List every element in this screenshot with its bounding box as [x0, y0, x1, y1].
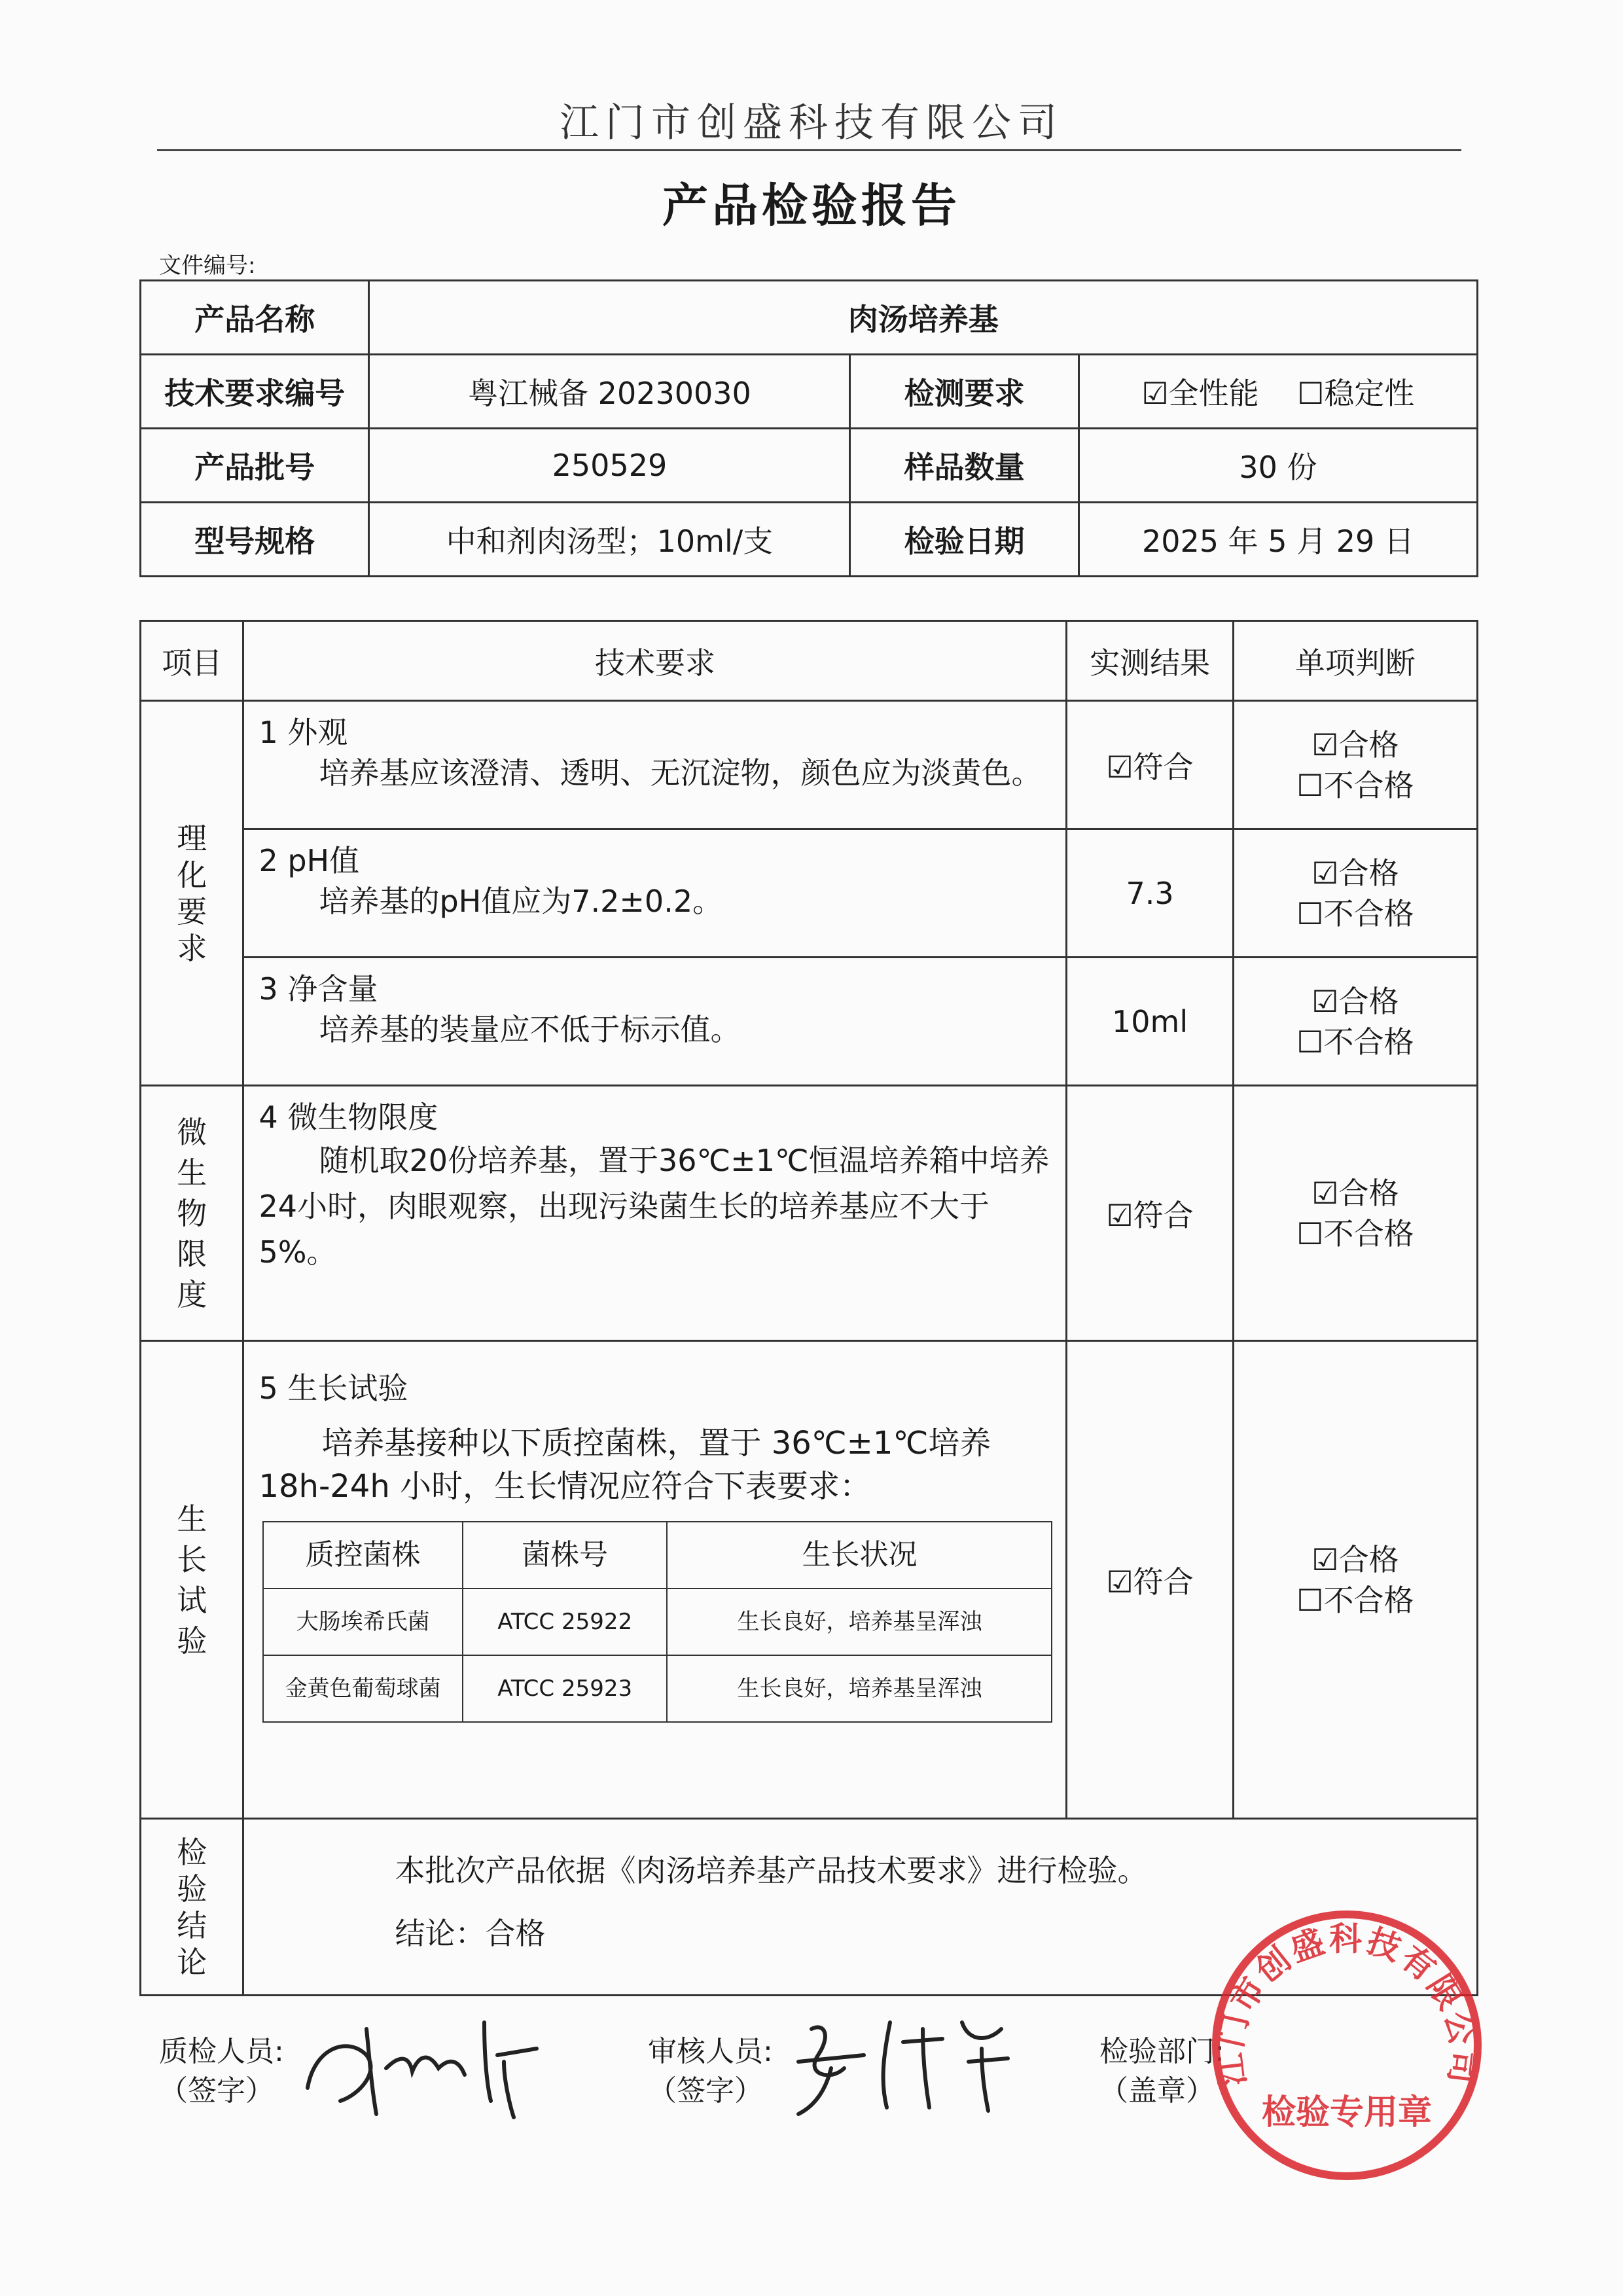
header-item: 项目 — [141, 621, 243, 701]
category-physchem: 理化要求 — [141, 701, 243, 1086]
header-result: 实测结果 — [1067, 621, 1233, 701]
batch-label: 产品批号 — [141, 429, 369, 503]
header-divider — [157, 149, 1461, 151]
date-value: 2025 年 5 月 29 日 — [1079, 503, 1477, 577]
option-stable-unchecked: ☐稳定性 — [1297, 376, 1415, 411]
judge-appearance: ☑合格 ☐不合格 — [1233, 701, 1477, 829]
category-conclusion: 检验结论 — [141, 1819, 243, 1996]
model-label: 型号规格 — [141, 503, 369, 577]
inspection-seal — [1203, 1901, 1491, 2189]
company-name: 江门市创盛科技有限公司 — [560, 100, 1063, 146]
inspector-sub: （签字） — [159, 2074, 274, 2108]
dept-label: 检验部门: — [1099, 2035, 1224, 2068]
table-row — [263, 1655, 1052, 1722]
seal-center-text: 检验专用章 — [1261, 2093, 1433, 2132]
doc-number-label: 文件编号: — [159, 253, 256, 279]
tech-no-label: 技术要求编号 — [141, 355, 369, 429]
table-row — [141, 701, 1478, 829]
inspector-block — [159, 2032, 284, 2111]
reviewer-sub: （签字） — [648, 2074, 763, 2108]
table-row — [141, 958, 1478, 1086]
report-title: 产品检验报告 — [662, 179, 961, 232]
strain-growth: 生长良好，培养基呈浑浊 — [667, 1588, 1052, 1655]
product-name-label: 产品名称 — [141, 281, 369, 355]
test-req-label: 检测要求 — [850, 355, 1079, 429]
judge-net-content: ☑合格 ☐不合格 — [1233, 958, 1477, 1086]
req-micro: 4 微生物限度 随机取20份培养基，置于36℃±1℃恒温培养箱中培养24小时，肉眼观察，出现污染菌生长的培养基应不大于5%。 — [243, 1086, 1067, 1341]
category-growth: 生长试验 — [141, 1341, 243, 1819]
strain-header: 生长状况 — [667, 1522, 1052, 1588]
result-micro: ☑符合 — [1067, 1086, 1233, 1341]
product-info-table — [139, 279, 1478, 577]
inspection-table — [139, 620, 1478, 1996]
table-row — [263, 1588, 1052, 1655]
test-req-options — [1079, 355, 1477, 429]
svg-text:江门市创盛科技有限公司 — [1211, 1920, 1482, 2088]
req-appearance: 1 外观 培养基应该澄清、透明、无沉淀物，颜色应为淡黄色。 — [243, 701, 1067, 829]
table-row — [141, 829, 1478, 958]
result-appearance: ☑符合 — [1067, 701, 1233, 829]
category-micro: 微生物限度 — [141, 1086, 243, 1341]
dept-sub: （盖章） — [1099, 2074, 1215, 2108]
conclusion-text: 本批次产品依据《肉汤培养基产品技术要求》进行检验。 结论：合格 — [243, 1819, 1478, 1996]
req-net-content: 3 净含量 培养基的装量应不低于标示值。 — [243, 958, 1067, 1086]
strain-id: ATCC 25922 — [463, 1588, 668, 1655]
strain-table — [262, 1521, 1052, 1723]
tech-no-value: 粤江械备 20230030 — [369, 355, 850, 429]
strain-header: 菌株号 — [463, 1522, 668, 1588]
table-row — [141, 1341, 1478, 1819]
inspector-label: 质检人员: — [159, 2035, 284, 2068]
strain-header: 质控菌株 — [263, 1522, 462, 1588]
product-name-value: 肉汤培养基 — [369, 281, 1478, 355]
model-value: 中和剂肉汤型；10ml/支 — [369, 503, 850, 577]
date-label: 检验日期 — [850, 503, 1079, 577]
result-ph: 7.3 — [1067, 829, 1233, 958]
reviewer-block — [648, 2032, 773, 2111]
strain-name: 大肠埃希氏菌 — [263, 1588, 462, 1655]
strain-growth: 生长良好，培养基呈浑浊 — [667, 1655, 1052, 1722]
inspector-signature — [288, 2009, 576, 2121]
strain-name: 金黄色葡萄球菌 — [263, 1655, 462, 1722]
option-full-checked: ☑全性能 — [1141, 376, 1259, 411]
req-growth: 5 生长试验 培养基接种以下质控菌株，置于 36℃±1℃培养18h-24h 小时，生长情况应符合下表要求： 质控菌株 菌株号 生长状况 大肠埃希氏菌 ATCC 25922 生长良好，培养基呈浑浊 金黄色葡萄球菌 ATCC 25923 生长良好，培养基呈浑浊 — [243, 1341, 1067, 1819]
header-judgement: 单项判断 — [1233, 621, 1477, 701]
judge-growth: ☑合格 ☐不合格 — [1233, 1341, 1477, 1819]
sample-qty-label: 样品数量 — [850, 429, 1079, 503]
req-ph: 2 pH值 培养基的pH值应为7.2±0.2。 — [243, 829, 1067, 958]
result-net-content: 10ml — [1067, 958, 1233, 1086]
reviewer-label: 审核人员: — [648, 2035, 773, 2068]
judge-ph: ☑合格 ☐不合格 — [1233, 829, 1477, 958]
strain-id: ATCC 25923 — [463, 1655, 668, 1722]
batch-value: 250529 — [369, 429, 850, 503]
seal-ring-text: 江门市创盛科技有限公司 — [1211, 1920, 1483, 2089]
judge-micro: ☑合格 ☐不合格 — [1233, 1086, 1477, 1341]
reviewer-signature — [772, 2003, 1034, 2121]
header-requirement: 技术要求 — [243, 621, 1067, 701]
table-row — [141, 1086, 1478, 1341]
sample-qty-value: 30 份 — [1079, 429, 1477, 503]
result-growth: ☑符合 — [1067, 1341, 1233, 1819]
